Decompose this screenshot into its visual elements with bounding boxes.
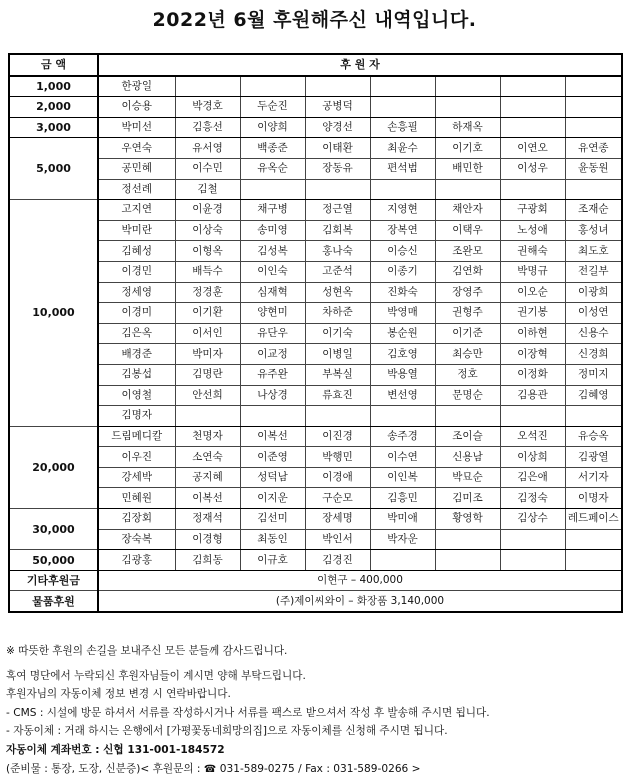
donor-name-cell: 이정화: [500, 364, 565, 385]
donor-name-cell: 이준영: [240, 447, 305, 468]
donor-name-cell: 양현미: [240, 303, 305, 324]
donor-name-cell: 천명자: [175, 426, 240, 447]
donor-name-cell: 배경준: [98, 344, 175, 365]
donor-name-cell: 편석범: [370, 158, 435, 179]
donor-name-cell: 문명순: [435, 385, 500, 406]
table-row: [9, 406, 622, 427]
amount-header: 금 액: [9, 54, 98, 76]
donor-name-cell: 조재순: [565, 200, 622, 221]
donor-name-cell: [240, 406, 305, 427]
donor-name-cell: 이진경: [305, 426, 370, 447]
table-row: [9, 488, 622, 509]
donor-name-cell: 김미조: [435, 488, 500, 509]
donor-name-cell: 이하현: [500, 323, 565, 344]
donor-name-cell: 김은애: [500, 467, 565, 488]
table-row: [9, 344, 622, 365]
donor-name-cell: 조완모: [435, 241, 500, 262]
donor-name-cell: 김철: [175, 179, 240, 200]
donor-name-cell: [565, 76, 622, 97]
amount-cell: 20,000: [9, 426, 98, 508]
donor-name-cell: [175, 406, 240, 427]
donor-name-cell: 박자운: [370, 529, 435, 550]
donor-name-cell: 봉순원: [370, 323, 435, 344]
donor-name-cell: 부복실: [305, 364, 370, 385]
donors-header: 후 원 자: [98, 54, 622, 76]
donor-name-cell: 채구병: [240, 200, 305, 221]
donor-name-cell: [500, 550, 565, 571]
donor-name-cell: 박행민: [305, 447, 370, 468]
donor-name-cell: 김경진: [305, 550, 370, 571]
donor-name-cell: 이규호: [240, 550, 305, 571]
donor-name-cell: 조이슬: [435, 426, 500, 447]
donor-name-cell: 권기봉: [500, 303, 565, 324]
table-row: [9, 200, 622, 221]
donor-name-cell: 우연숙: [98, 138, 175, 159]
donor-name-cell: 유연종: [565, 138, 622, 159]
donor-name-cell: 이성우: [500, 158, 565, 179]
donor-name-cell: 고준석: [305, 261, 370, 282]
table-row: [9, 158, 622, 179]
donor-name-cell: 장영주: [435, 282, 500, 303]
donor-name-cell: [500, 97, 565, 118]
donor-name-cell: 이경미: [98, 303, 175, 324]
notes-section: [6, 642, 621, 779]
donor-name-cell: 권해숙: [500, 241, 565, 262]
donor-name-cell: [370, 76, 435, 97]
table-row: [9, 117, 622, 138]
donor-name-cell: 양경선: [305, 117, 370, 138]
table-row: [9, 261, 622, 282]
donor-name-cell: 정경훈: [175, 282, 240, 303]
donor-name-cell: 이양희: [240, 117, 305, 138]
donor-name-cell: 진화숙: [370, 282, 435, 303]
amount-cell: 3,000: [9, 117, 98, 138]
amount-cell: 2,000: [9, 97, 98, 118]
donor-name-cell: 두순진: [240, 97, 305, 118]
donor-name-cell: 공민혜: [98, 158, 175, 179]
donor-name-cell: [435, 179, 500, 200]
donor-name-cell: 이경애: [305, 467, 370, 488]
donor-name-cell: [565, 97, 622, 118]
donor-name-cell: 이승신: [370, 241, 435, 262]
donor-name-cell: 최승만: [435, 344, 500, 365]
donor-name-cell: 배민한: [435, 158, 500, 179]
donor-name-cell: 정재석: [175, 509, 240, 530]
donor-name-cell: [500, 179, 565, 200]
donor-name-cell: 장복연: [370, 220, 435, 241]
donor-name-cell: 정선례: [98, 179, 175, 200]
donor-name-cell: 소연숙: [175, 447, 240, 468]
donor-name-cell: 정미지: [565, 364, 622, 385]
donor-name-cell: 박미자: [175, 344, 240, 365]
donor-name-cell: 차하준: [305, 303, 370, 324]
donor-name-cell: 최동인: [240, 529, 305, 550]
phone-icon: ☎: [203, 763, 217, 775]
contact-prefix: (준비물 : 통장, 도장, 신분증)< 후원문의 :: [6, 762, 201, 775]
table-row: [9, 241, 622, 262]
donor-name-cell: 이병일: [305, 344, 370, 365]
donor-name-cell: [370, 550, 435, 571]
donor-name-cell: [370, 97, 435, 118]
donor-name-cell: 이종기: [370, 261, 435, 282]
table-row: [9, 323, 622, 344]
donor-name-cell: [435, 550, 500, 571]
donor-name-cell: 김광열: [565, 447, 622, 468]
donor-name-cell: 김명란: [175, 364, 240, 385]
donor-name-cell: [565, 117, 622, 138]
table-row: [9, 76, 622, 97]
donor-name-cell: [370, 406, 435, 427]
donor-name-cell: 이경형: [175, 529, 240, 550]
donor-name-cell: 신용남: [435, 447, 500, 468]
auto-transfer-note: - 자동이체 : 거래 하시는 은행에서 [가평꽃동네희망의집]으로 자동이체를 신청해 주시면 됩니다.: [6, 725, 448, 738]
donor-name-cell: 김명자: [98, 406, 175, 427]
donor-name-cell: [240, 76, 305, 97]
other-donation-row: [9, 570, 622, 591]
amount-cell: 1,000: [9, 76, 98, 97]
donor-name-cell: 이윤경: [175, 200, 240, 221]
donor-name-cell: 유주완: [240, 364, 305, 385]
donor-name-cell: 김혜성: [98, 241, 175, 262]
account-number: 자동이체 계좌번호 : 신협 131-001-184572: [6, 743, 225, 756]
donor-name-cell: 박경호: [175, 97, 240, 118]
donor-name-cell: 이영철: [98, 385, 175, 406]
donor-name-cell: 김광홍: [98, 550, 175, 571]
table-row: [9, 138, 622, 159]
donor-name-cell: [565, 406, 622, 427]
donor-name-cell: 박묘순: [435, 467, 500, 488]
contact-note: 후원자님의 자동이체 정보 변경 시 연락바랍니다.: [6, 688, 231, 701]
donor-name-cell: [500, 76, 565, 97]
table-row: [9, 220, 622, 241]
donor-name-cell: 유단우: [240, 323, 305, 344]
donor-name-cell: 레드페이스: [565, 509, 622, 530]
donor-name-cell: 김연화: [435, 261, 500, 282]
contact-line: [6, 760, 621, 779]
donor-name-cell: 이형옥: [175, 241, 240, 262]
donor-name-cell: 김혜영: [565, 385, 622, 406]
donor-name-cell: 강세박: [98, 467, 175, 488]
donor-name-cell: [500, 117, 565, 138]
donor-name-cell: 이기환: [175, 303, 240, 324]
donor-name-cell: 이기준: [435, 323, 500, 344]
donor-name-cell: 이기숙: [305, 323, 370, 344]
donor-name-cell: 이명자: [565, 488, 622, 509]
donor-name-cell: 권형주: [435, 303, 500, 324]
donor-name-cell: 이복선: [240, 426, 305, 447]
donor-name-cell: 박용열: [370, 364, 435, 385]
donor-name-cell: [565, 550, 622, 571]
donor-name-cell: 나상경: [240, 385, 305, 406]
amount-cell: 10,000: [9, 200, 98, 427]
table-row: [9, 529, 622, 550]
donor-name-cell: 이서인: [175, 323, 240, 344]
donor-name-cell: 이기호: [435, 138, 500, 159]
donor-name-cell: 장동유: [305, 158, 370, 179]
table-row: [9, 550, 622, 571]
donor-name-cell: 장세명: [305, 509, 370, 530]
donor-name-cell: 이복선: [175, 488, 240, 509]
donor-name-cell: 전길부: [565, 261, 622, 282]
donor-name-cell: 이성연: [565, 303, 622, 324]
amount-cell: 30,000: [9, 509, 98, 550]
donor-name-cell: 손흥필: [370, 117, 435, 138]
donor-name-cell: 김희동: [175, 550, 240, 571]
donor-name-cell: 박인서: [305, 529, 370, 550]
donor-name-cell: 이승용: [98, 97, 175, 118]
donor-name-cell: 김호영: [370, 344, 435, 365]
donor-name-cell: 박미애: [370, 509, 435, 530]
donor-name-cell: 이택우: [435, 220, 500, 241]
donor-name-cell: 안선희: [175, 385, 240, 406]
donor-name-cell: 하재옥: [435, 117, 500, 138]
donor-name-cell: 한광일: [98, 76, 175, 97]
donor-name-cell: 유승옥: [565, 426, 622, 447]
donor-name-cell: 김용관: [500, 385, 565, 406]
donor-name-cell: 김장회: [98, 509, 175, 530]
donor-name-cell: 신경희: [565, 344, 622, 365]
donor-name-cell: 이인숙: [240, 261, 305, 282]
donor-name-cell: [305, 406, 370, 427]
donor-name-cell: 공지혜: [175, 467, 240, 488]
donor-name-cell: 김회복: [305, 220, 370, 241]
donor-name-cell: 정호: [435, 364, 500, 385]
donor-name-cell: 박영매: [370, 303, 435, 324]
donor-name-cell: 이연오: [500, 138, 565, 159]
other-donation-value: 이현구 – 400,000: [98, 570, 622, 591]
table-row: [9, 282, 622, 303]
donor-table-body: [9, 76, 622, 571]
donor-name-cell: [370, 179, 435, 200]
donor-name-cell: 구광회: [500, 200, 565, 221]
goods-donation-value: (주)제이씨와이 – 화장품 3,140,000: [98, 591, 622, 612]
table-row: [9, 426, 622, 447]
thanks-note: ※ 따뜻한 후원의 손길을 보내주신 모든 분들께 감사드립니다.: [6, 645, 288, 657]
donor-name-cell: [175, 76, 240, 97]
donor-name-cell: 배득수: [175, 261, 240, 282]
donor-name-cell: 신용수: [565, 323, 622, 344]
donor-name-cell: 이수연: [370, 447, 435, 468]
donor-name-cell: 장숙복: [98, 529, 175, 550]
table-row: [9, 179, 622, 200]
donor-name-cell: 김성복: [240, 241, 305, 262]
donor-name-cell: 정근열: [305, 200, 370, 221]
amount-cell: 50,000: [9, 550, 98, 571]
donor-name-cell: 정세영: [98, 282, 175, 303]
donor-name-cell: [305, 76, 370, 97]
donor-name-cell: 채안자: [435, 200, 500, 221]
table-row: [9, 509, 622, 530]
table-row: [9, 447, 622, 468]
donor-name-cell: 김선미: [240, 509, 305, 530]
donor-name-cell: 고지연: [98, 200, 175, 221]
donor-name-cell: 오석진: [500, 426, 565, 447]
amount-cell: 5,000: [9, 138, 98, 200]
donor-name-cell: 이인복: [370, 467, 435, 488]
donor-name-cell: 황영학: [435, 509, 500, 530]
omission-note: 혹여 명단에서 누락되신 후원자님들이 계시면 양해 부탁드립니다.: [6, 669, 306, 682]
donor-name-cell: 이경민: [98, 261, 175, 282]
donor-name-cell: [435, 529, 500, 550]
donor-name-cell: [305, 179, 370, 200]
donor-name-cell: 윤동원: [565, 158, 622, 179]
donor-name-cell: 민혜원: [98, 488, 175, 509]
goods-donation-row: [9, 591, 622, 612]
donor-name-cell: 류효진: [305, 385, 370, 406]
donor-name-cell: 김정숙: [500, 488, 565, 509]
other-donation-label: 기타후원금: [9, 570, 98, 591]
donor-name-cell: 드림메디칼: [98, 426, 175, 447]
donor-name-cell: 박명규: [500, 261, 565, 282]
table-row: [9, 467, 622, 488]
table-row: [9, 364, 622, 385]
donor-name-cell: [500, 529, 565, 550]
donor-name-cell: 최도호: [565, 241, 622, 262]
donor-name-cell: 이광희: [565, 282, 622, 303]
donor-name-cell: 이교정: [240, 344, 305, 365]
donor-name-cell: 이상숙: [175, 220, 240, 241]
cms-note: - CMS : 시설에 방문 하셔서 서류를 작성하시거나 서류를 팩스로 받으셔서 작성 후 발송해 주시면 됩니다.: [6, 706, 490, 719]
donor-name-cell: 이장혁: [500, 344, 565, 365]
donor-table: [8, 53, 623, 613]
donor-name-cell: 변선영: [370, 385, 435, 406]
donor-name-cell: 송미영: [240, 220, 305, 241]
page-title: 2022년 6월 후원해주신 내역입니다.: [152, 9, 477, 31]
donor-name-cell: 박미란: [98, 220, 175, 241]
donor-name-cell: 송주경: [370, 426, 435, 447]
table-row: [9, 385, 622, 406]
donor-name-cell: [500, 406, 565, 427]
donor-name-cell: 서기자: [565, 467, 622, 488]
donor-name-cell: 이수민: [175, 158, 240, 179]
donor-name-cell: 박미선: [98, 117, 175, 138]
donor-name-cell: 홍나숙: [305, 241, 370, 262]
donor-name-cell: 성덕남: [240, 467, 305, 488]
donor-name-cell: 김봉섭: [98, 364, 175, 385]
donor-name-cell: 구순모: [305, 488, 370, 509]
donor-name-cell: 심재혁: [240, 282, 305, 303]
donor-name-cell: 지영현: [370, 200, 435, 221]
table-header-row: [9, 54, 622, 76]
donor-name-cell: 최윤수: [370, 138, 435, 159]
donor-name-cell: [240, 179, 305, 200]
donor-name-cell: [435, 406, 500, 427]
donor-name-cell: [435, 76, 500, 97]
donor-name-cell: 이우진: [98, 447, 175, 468]
donor-name-cell: 홍성녀: [565, 220, 622, 241]
table-row: [9, 97, 622, 118]
donor-name-cell: 이태환: [305, 138, 370, 159]
donor-name-cell: 이상희: [500, 447, 565, 468]
donor-name-cell: 이오순: [500, 282, 565, 303]
donor-name-cell: 김흥선: [175, 117, 240, 138]
donor-name-cell: 유서영: [175, 138, 240, 159]
donor-name-cell: [565, 179, 622, 200]
donor-name-cell: [435, 97, 500, 118]
donor-name-cell: 노성애: [500, 220, 565, 241]
donor-name-cell: 성현옥: [305, 282, 370, 303]
contact-numbers: 031-589-0275 / Fax : 031-589-0266 >: [219, 762, 421, 775]
donor-name-cell: 유옥순: [240, 158, 305, 179]
donor-name-cell: 김은옥: [98, 323, 175, 344]
table-row: [9, 303, 622, 324]
donor-name-cell: [565, 529, 622, 550]
donor-name-cell: 백종준: [240, 138, 305, 159]
donor-name-cell: 공병덕: [305, 97, 370, 118]
donor-name-cell: 이지운: [240, 488, 305, 509]
donor-name-cell: 김상수: [500, 509, 565, 530]
goods-donation-label: 물품후원: [9, 591, 98, 612]
donor-name-cell: 김흥민: [370, 488, 435, 509]
